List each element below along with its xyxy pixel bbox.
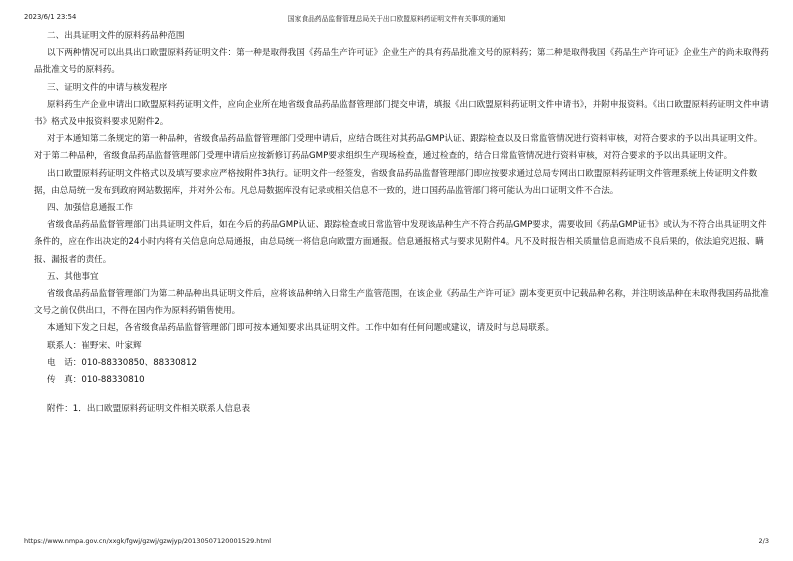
page-number: 2/3 bbox=[758, 537, 769, 545]
contact-phone: 电 话：010-88330850、88330812 bbox=[47, 357, 197, 368]
section-3-paragraph-1: 原料药生产企业申请出口欧盟原料药证明文件，应向企业所在地省级食品药品监督管理部门提交申请，填报《出口欧盟原料药证明文件申请书》，并附申报资料。《出口欧盟原料药证明文件申请书》格式及申报资料要求见附件2。 bbox=[34, 99, 769, 128]
section-3-heading: 三、证明文件的申请与核发程序 bbox=[47, 82, 168, 93]
page-header bbox=[24, 13, 769, 25]
section-5-paragraph-1: 省级食品药品监督管理部门为第二种品种出具证明文件后，应将该品种纳入日常生产监管范围，在该企业《药品生产许可证》副本变更页中记载品种名称，并注明该品种在未取得我国药品批准文号之前仅供出口，不得在国内作为原料药销售使用。 bbox=[34, 289, 769, 317]
section-4-heading: 四、加强信息通报工作 bbox=[47, 203, 133, 214]
contact-people: 联系人：崔野宋、叶家辉 bbox=[47, 340, 142, 351]
section-5-heading: 五、其他事宜 bbox=[47, 271, 99, 282]
section-3-paragraph-3: 出口欧盟原料药证明文件格式以及填写要求应严格按附件3执行。证明文件一经签发，省级食品药品监督管理部门即应按要求通过总局专网出口欧盟原料药证明文件管理系统上传证明文件数据，由总局统一发布到政府网站数据库，并对外公布。凡总局数据库没有记录或相关信息不一致的，进口国药品监管部门将可能认为出口证明文件不合法。 bbox=[34, 168, 758, 196]
contact-fax: 传 真：010-88330810 bbox=[47, 375, 145, 386]
page-title: 国家食品药品监督管理总局关于出口欧盟原料药证明文件有关事项的通知 bbox=[287, 15, 506, 23]
page-footer bbox=[24, 537, 769, 547]
document-body bbox=[34, 28, 770, 418]
spacer bbox=[34, 389, 770, 401]
section-5-paragraph-2: 本通知下发之日起，各省级食品药品监督管理部门即可按本通知要求出具证明文件。工作中如有任何问题或建议，请及时与总局联系。 bbox=[47, 323, 555, 334]
section-4-paragraph-1: 省级食品药品监督管理部门出具证明文件后，如在今后的药品GMP认证、跟踪检查或日常监管中发现该品种生产不符合药品GMP要求，需要收回《药品GMP证书》或认为不符合出具证明文件条件的，应在作出决定的24小时内将有关信息向总局通报，由总局统一将信息向欧盟方面通报。信息通报格式与要求见附件4。凡不及时报告相关质量信息而造成不良后果的，依法追究迟报、瞒报、漏报者的责任。 bbox=[34, 220, 767, 265]
section-2-heading: 二、出具证明文件的原料药品种范围 bbox=[47, 31, 185, 41]
section-3-paragraph-2: 对于本通知第二条规定的第一种品种，省级食品药品监督管理部门受理申请后，应结合既往对其药品GMP认证、跟踪检查以及日常监管情况进行资料审核，对符合要求的予以出具证明文件。对于第二种品种，省级食品药品监督管理部门受理申请后应按新修订药品GMP要求组织生产现场检查，通过检查的，结合日常监管情况进行资料审核，对符合要求的予以出具证明文件。 bbox=[34, 134, 763, 162]
section-2-paragraph-1: 以下两种情况可以出具出口欧盟原料药证明文件：第一种是取得我国《药品生产许可证》企业生产的具有药品批准文号的原料药；第二种是取得我国《药品生产许可证》企业生产的尚未取得药品批准文号的原料药。 bbox=[34, 48, 769, 76]
print-timestamp: 2023/6/1 23:54 bbox=[24, 13, 77, 21]
attachment-line: 附件：1．出口欧盟原料药证明文件相关联系人信息表 bbox=[47, 404, 251, 415]
page-url[interactable]: https://www.nmpa.gov.cn/xxgk/fgwj/gzwj/gzwjyp/20130507120001529.html bbox=[24, 537, 272, 545]
